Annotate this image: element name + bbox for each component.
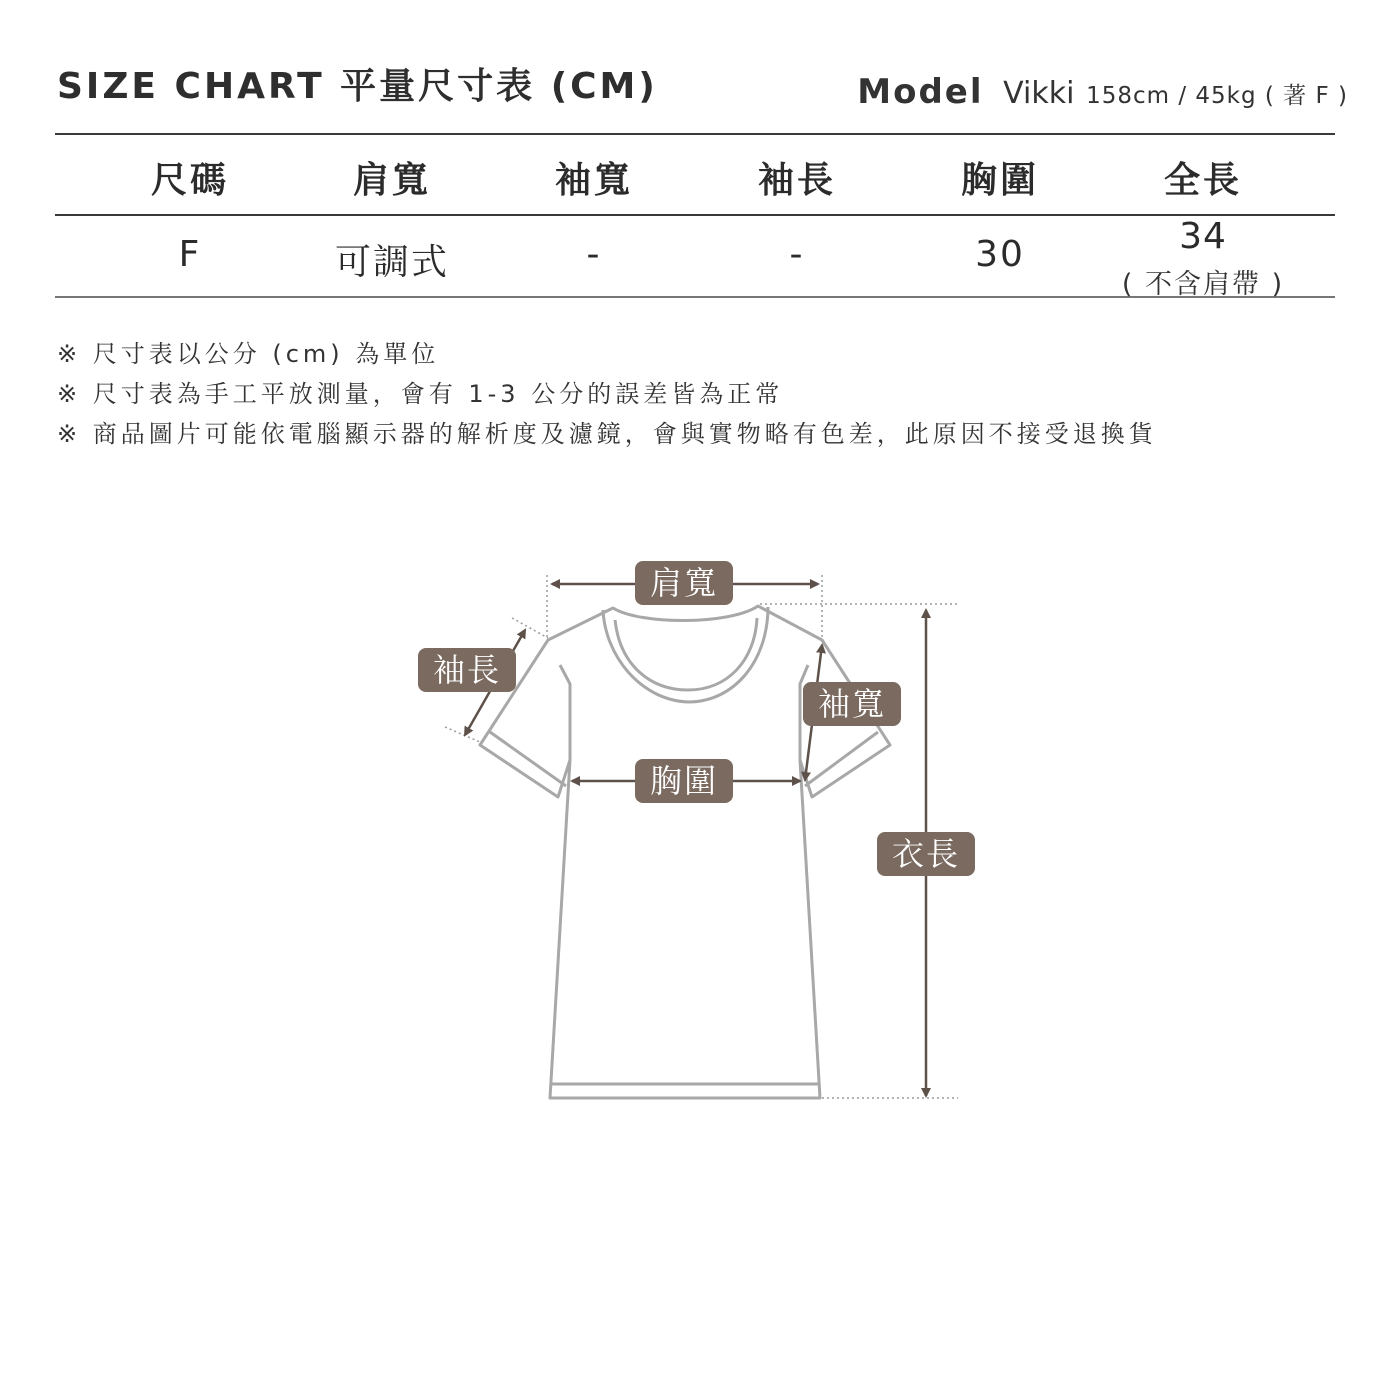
column-header-chest: 胸圍: [960, 160, 1039, 201]
cell-sleeve-width: -: [586, 234, 602, 275]
note-item: ※ 尺寸表以公分 (cm) 為單位: [57, 340, 440, 368]
column-header-sleeve-width: 袖寬: [554, 160, 633, 201]
cell-total-length: 34: [1179, 216, 1227, 257]
page-title: SIZE CHART 平量尺寸表 (CM): [57, 66, 658, 107]
cell-sleeve-length: -: [789, 234, 805, 275]
column-header-total-length: 全長: [1163, 160, 1242, 201]
cell-chest: 30: [975, 234, 1025, 275]
column-header-sleeve-length: 袖長: [757, 160, 836, 201]
label-sleeve-length: 袖長: [418, 648, 516, 692]
label-shoulder: 肩寬: [635, 561, 733, 605]
note-item: ※ 商品圖片可能依電腦顯示器的解析度及濾鏡，會與實物略有色差，此原因不接受退換貨: [57, 420, 1157, 448]
column-header-size: 尺碼: [150, 160, 229, 201]
tshirt-outline: [480, 606, 890, 1098]
column-header-shoulder: 肩寬: [352, 160, 431, 201]
cell-total-length-note: ( 不含肩帶 ): [1121, 269, 1285, 300]
armhole-left: [560, 665, 570, 760]
cell-size: F: [178, 234, 202, 275]
label-body-length: 衣長: [877, 832, 975, 876]
model-name: Vikki: [1003, 76, 1075, 111]
tshirt-body: [480, 606, 890, 1098]
label-chest: 胸圍: [635, 759, 733, 803]
label-sleeve-width: 袖寬: [803, 682, 901, 726]
cell-shoulder: 可調式: [334, 242, 449, 283]
model-stats: 158cm / 45kg ( 著 F ): [1086, 83, 1348, 109]
model-label: Model: [857, 72, 984, 112]
note-item: ※ 尺寸表為手工平放測量，會有 1-3 公分的誤差皆為正常: [57, 380, 784, 408]
